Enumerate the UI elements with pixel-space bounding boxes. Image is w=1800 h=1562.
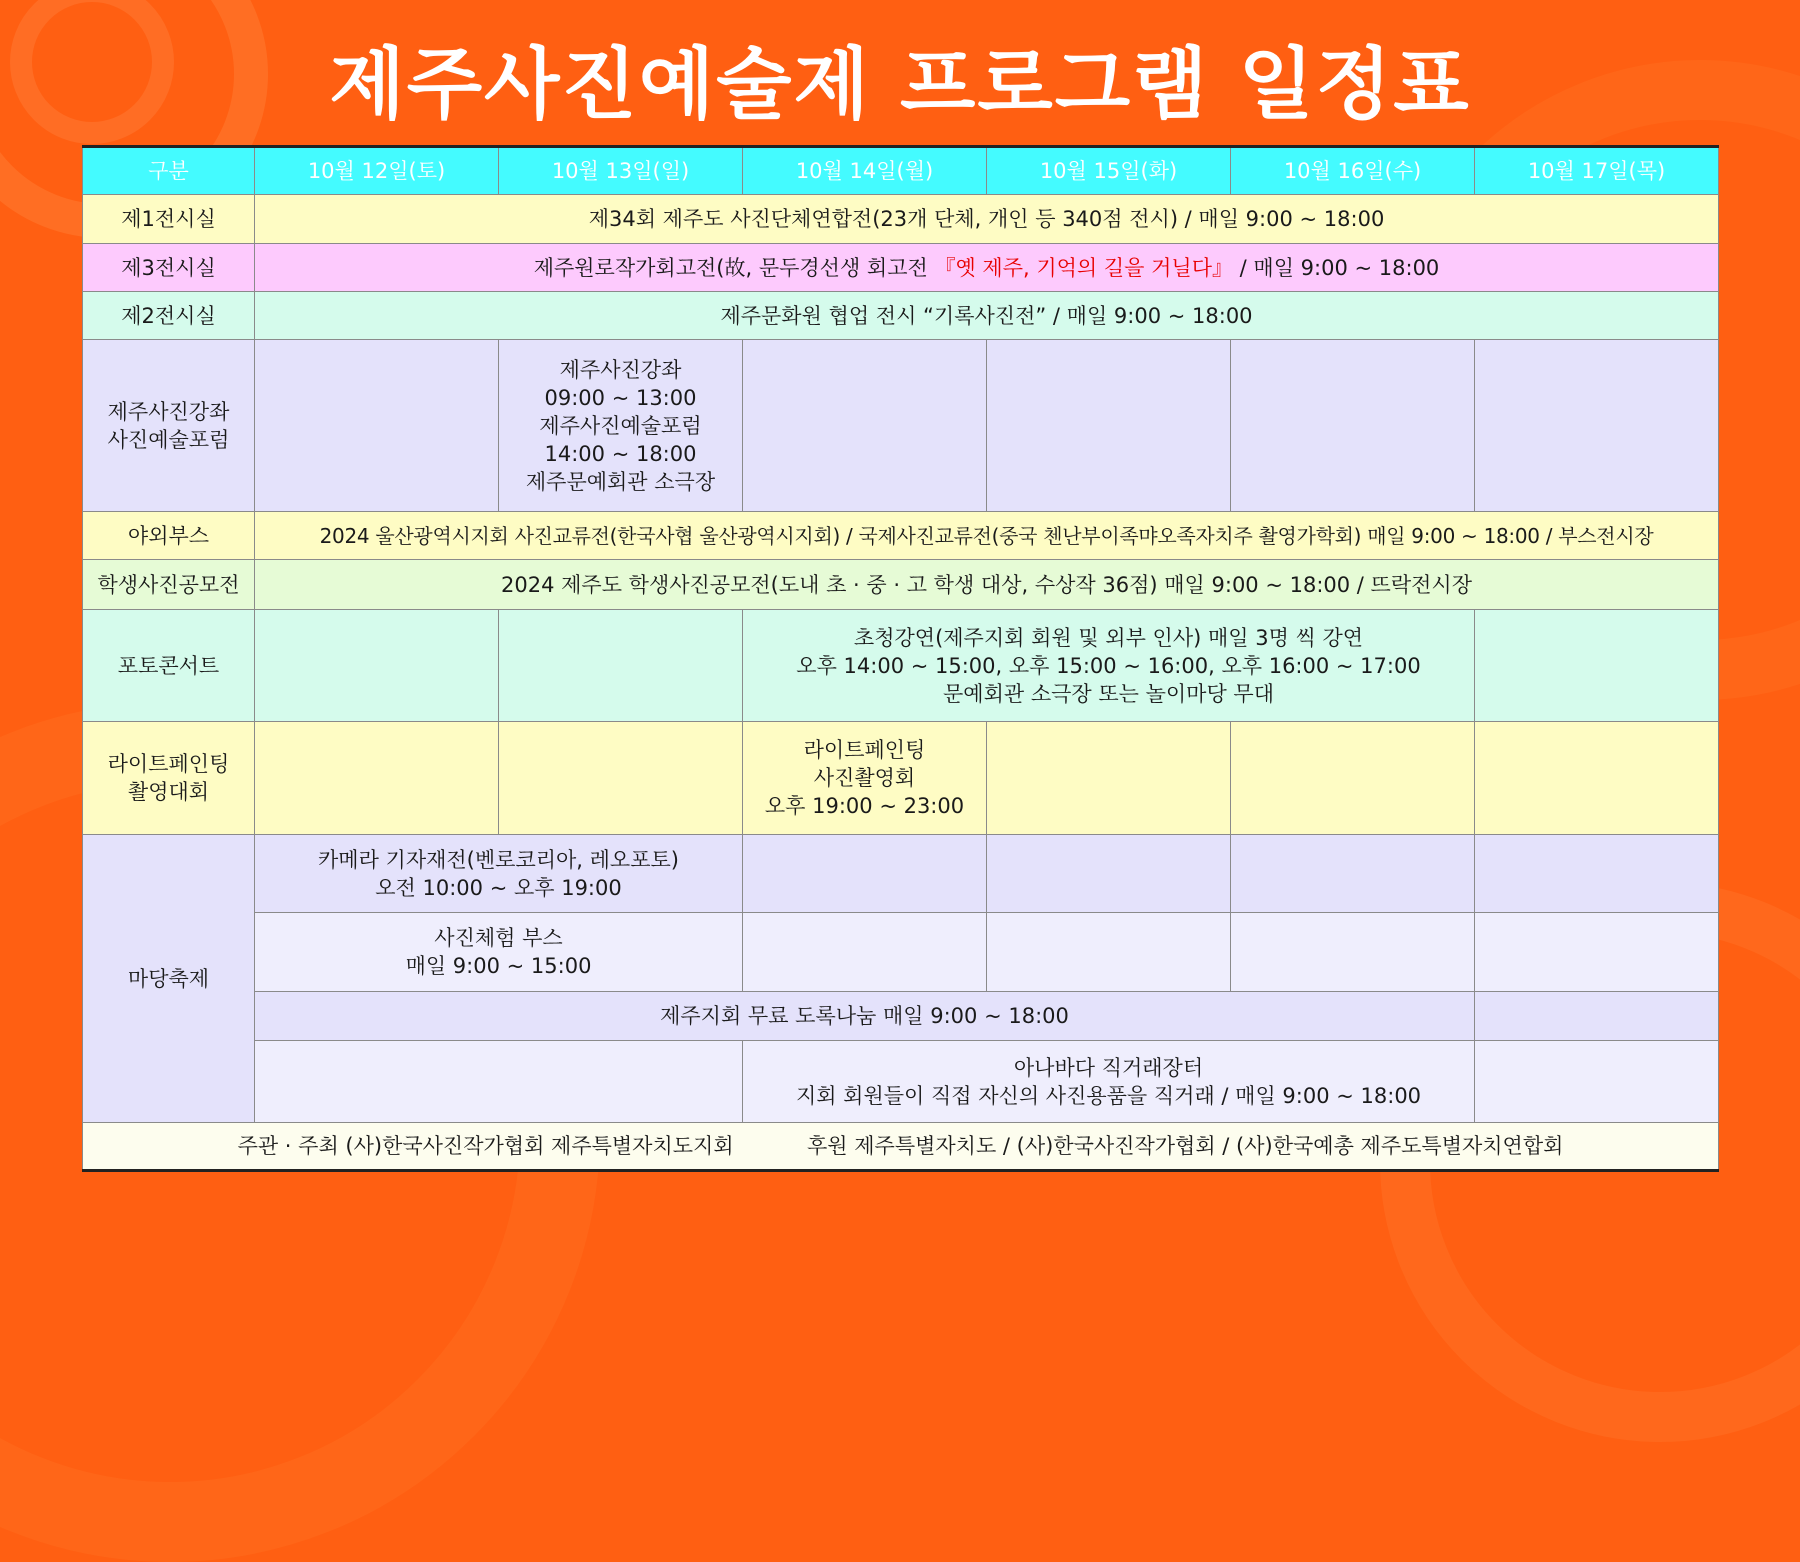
schedule-cell [255,913,743,992]
cell-line: 오전 10:00 ~ 오후 19:00 [375,875,622,900]
schedule-cell [743,1041,1475,1123]
cell-text: 제주원로작가회고전(故, 문두경선생 회고전 [533,255,935,280]
table-row [83,722,1719,835]
schedule-cell: 제주문화원 협업 전시 “기록사진전” / 매일 9:00 ~ 18:00 [255,292,1719,340]
cell-line: 09:00 ~ 13:00 [544,385,697,410]
schedule-cell [255,835,743,913]
header-category: 구분 [83,147,255,195]
empty-cell [499,610,743,722]
cell-line: 지회 회원들이 직접 자신의 사진용품을 직거래 / 매일 9:00 ~ 18:00 [795,1083,1422,1108]
empty-cell [987,913,1231,992]
empty-cell [499,722,743,835]
cell-line: 제주문예회관 소극장 [525,469,716,494]
schedule-cell: 2024 울산광역시지회 사진교류전(한국사협 울산광역시지회) / 국제사진교류전(중국 첸난부이족먀오족자치주 촬영가학회) 매일 9:00 ~ 18:00 / 부스전시장 [255,512,1719,560]
cell-line: 사진촬영회 [813,766,916,790]
empty-cell [987,340,1231,512]
header-day: 10월 12일(토) [255,147,499,195]
empty-cell [1475,722,1719,835]
cell-line: 사진체험 부스 [434,926,563,950]
label-line: 사진예술포럼 [107,427,230,452]
cell-line: 초청강연(제주지회 회원 및 외부 인사) 매일 3명 씩 강연 [853,625,1364,650]
cell-line: 오후 19:00 ~ 23:00 [764,794,965,818]
schedule-cell: 제34회 제주도 사진단체연합전(23개 단체, 개인 등 340점 전시) / 매일 9:00 ~ 18:00 [255,195,1719,244]
table-row [83,340,1719,512]
footer-cell [83,1123,1719,1171]
empty-cell [1475,1041,1719,1123]
schedule-cell [499,340,743,512]
header-day: 10월 16일(수) [1231,147,1475,195]
header-day: 10월 17일(목) [1475,147,1719,195]
label-line: 제주사진강좌 [107,399,230,424]
row-label: 야외부스 [83,512,255,560]
table-row [83,1041,1719,1123]
empty-cell [1475,913,1719,992]
header-day: 10월 15일(화) [987,147,1231,195]
table-row [83,835,1719,913]
empty-cell [1231,722,1475,835]
sponsor-text: 후원 제주특별자치도 / (사)한국사진작가협회 / (사)한국예총 제주도특별자치연합회 [807,1134,1564,1158]
cell-line: 아나바다 직거래장터 [1013,1055,1204,1080]
table-row [83,610,1719,722]
empty-cell [255,340,499,512]
label-line: 촬영대회 [127,780,210,804]
schedule-cell: 2024 제주도 학생사진공모전(도내 초 · 중 · 고 학생 대상, 수상작 36점) 매일 9:00 ~ 18:00 / 뜨락전시장 [255,560,1719,610]
empty-cell [255,610,499,722]
empty-cell [743,835,987,913]
label-line: 라이트페인팅 [107,752,230,776]
cell-text: / 매일 9:00 ~ 18:00 [1233,255,1440,280]
highlight-text: 『옛 제주, 기억의 길을 거닐다』 [934,255,1233,280]
header-day: 10월 14일(월) [743,147,987,195]
table-row [83,560,1719,610]
cell-line: 매일 9:00 ~ 15:00 [405,954,592,978]
table-row [83,244,1719,292]
schedule-cell [743,610,1475,722]
empty-cell [987,722,1231,835]
schedule-table [82,145,1719,1172]
empty-cell [743,340,987,512]
table-row [83,292,1719,340]
empty-cell [743,913,987,992]
empty-cell [255,722,499,835]
cell-line: 카메라 기자재전(벤로코리아, 레오포토) [318,847,679,872]
header-day: 10월 13일(일) [499,147,743,195]
schedule-cell [255,244,1719,292]
cell-line: 제주사진강좌 [559,357,682,382]
row-label: 마당축제 [83,835,255,1123]
organizer-text: 주관 · 주최 (사)한국사진작가협회 제주특별자치도지회 [237,1134,734,1158]
empty-cell [1231,913,1475,992]
footer-row [83,1123,1719,1171]
schedule-cell [743,722,987,835]
cell-line: 문예회관 소극장 또는 놀이마당 무대 [943,681,1274,706]
cell-line: 오후 14:00 ~ 15:00, 오후 15:00 ~ 16:00, 오후 16:00 ~ 17:00 [796,653,1421,678]
empty-cell [1475,610,1719,722]
cell-line: 라이트페인팅 [803,738,926,762]
empty-cell [1475,340,1719,512]
row-label: 학생사진공모전 [83,560,255,610]
page-title: 제주사진예술제 프로그램 일정표 [329,40,1471,130]
empty-cell [1231,835,1475,913]
empty-cell [1475,835,1719,913]
empty-cell [255,1041,743,1123]
row-label [83,340,255,512]
row-label: 제2전시실 [83,292,255,340]
row-label [83,722,255,835]
empty-cell [1475,992,1719,1041]
cell-line: 제주사진예술포럼 [539,413,702,438]
row-label: 제1전시실 [83,195,255,244]
row-label: 포토콘서트 [83,610,255,722]
table-row [83,195,1719,244]
table-row [83,992,1719,1041]
schedule-cell: 제주지회 무료 도록나눔 매일 9:00 ~ 18:00 [255,992,1475,1041]
table-row [83,512,1719,560]
empty-cell [1231,340,1475,512]
empty-cell [987,835,1231,913]
row-label: 제3전시실 [83,244,255,292]
table-header-row [83,147,1719,195]
cell-line: 14:00 ~ 18:00 [544,441,697,466]
table-row [83,913,1719,992]
